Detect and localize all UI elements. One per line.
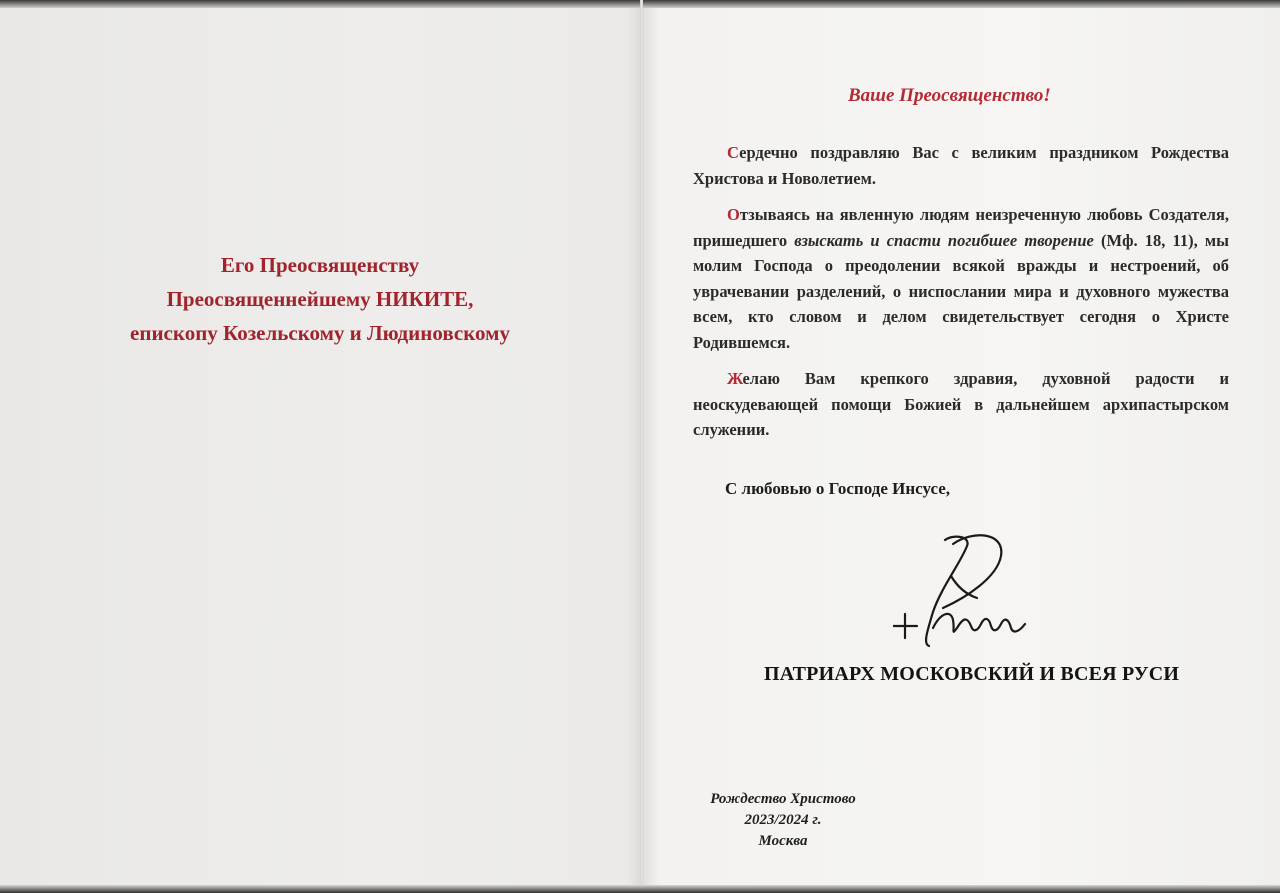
addressee-line-3: епископу Козельскому и Людиновскому <box>130 321 510 345</box>
addressee-line-2: Преосвященнейшему НИКИТЕ, <box>166 287 474 311</box>
paragraph-1 <box>693 140 1229 191</box>
footer-line-3: Москва <box>758 833 808 849</box>
salutation: Ваше Преосвященство! <box>848 85 1051 106</box>
scripture-quote: взыскать и спасти погибшее творение <box>794 230 1094 250</box>
place-date-block <box>663 789 903 852</box>
signatory-title: ПАТРИАРХ МОСКОВСКИЙ И ВСЕЯ РУСИ <box>764 663 1180 685</box>
paragraph-2 <box>693 202 1229 355</box>
paragraph-2-text-after: (Мф. 18, 11), мы молим Господа о преодолении всякой вражды и нестроений, об уврачевании разделений, о ниспослании мира и духовного мужества всем, кто словом и делом свидетельствует сегодня о Христе Родившемся. <box>693 230 1229 352</box>
footer-line-2: 2023/2024 г. <box>744 812 822 828</box>
addressee-line-1: Его Преосвященству <box>220 253 420 277</box>
addressee-block <box>0 248 640 350</box>
paragraph-3-text: елаю Вам крепкого здравия, духовной радости и неоскудевающей помощи Божией в дальнейшем архипастырском служении. <box>693 369 1229 439</box>
paragraph-2-text-before: тзываясь на явленную людям неизреченную любовь Создателя, пришедшего <box>693 205 1229 250</box>
paragraph-3-initial: Ж <box>727 369 743 388</box>
paragraph-3 <box>693 366 1229 443</box>
closing-line: С любовью о Господе Инсусе, <box>725 479 951 498</box>
right-page <box>643 0 1280 893</box>
card-bottom-edge <box>0 885 1280 893</box>
paragraph-2-initial: О <box>727 205 740 224</box>
handwritten-signature <box>893 528 1053 653</box>
footer-line-1: Рождество Христово <box>710 791 856 807</box>
paragraph-1-text: ердечно поздравляю Вас с великим праздником Рождества Христова и Новолетием. <box>693 143 1229 188</box>
letter-body <box>693 140 1229 454</box>
paragraph-1-initial: С <box>727 143 740 162</box>
